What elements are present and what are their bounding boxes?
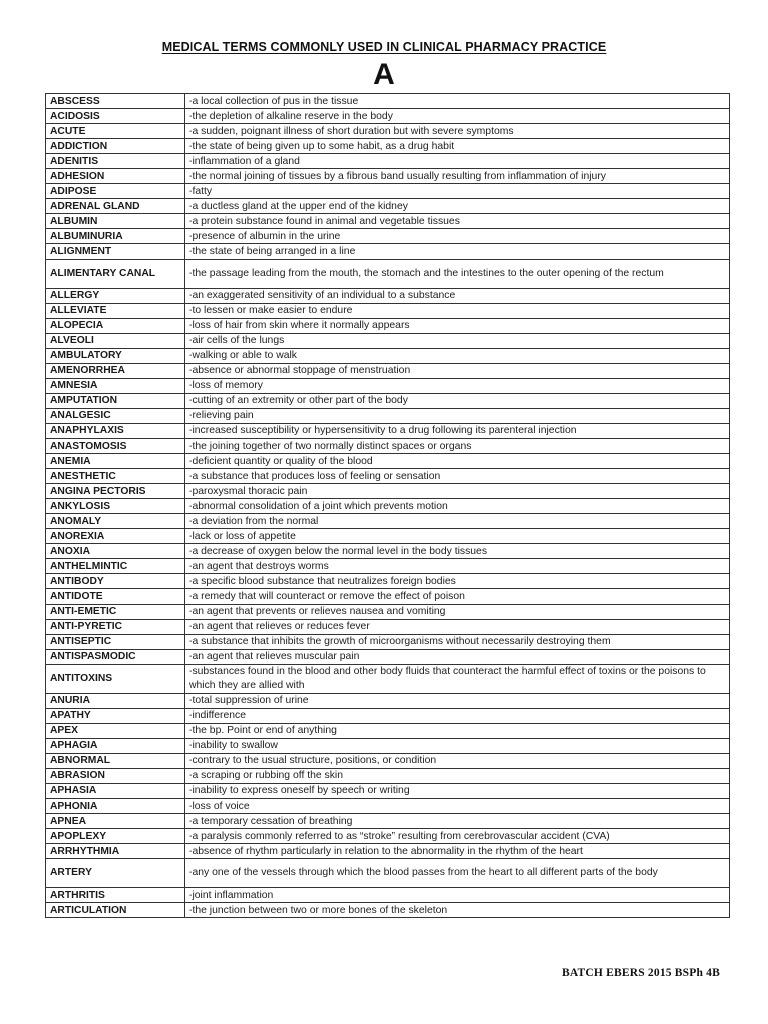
table-row — [46, 499, 730, 514]
definition-cell: -inability to swallow — [185, 738, 730, 753]
table-row — [46, 738, 730, 753]
definition-cell: -cutting of an extremity or other part of the body — [185, 393, 730, 408]
definition-cell: -lack or loss of appetite — [185, 529, 730, 544]
table-row — [46, 169, 730, 184]
definition-cell: -inflammation of a gland — [185, 154, 730, 169]
term-cell: APHAGIA — [46, 738, 185, 753]
definition-cell: -the junction between two or more bones of the skeleton — [185, 903, 730, 918]
definition-cell: -indifference — [185, 708, 730, 723]
table-row — [46, 574, 730, 589]
term-cell: ANOMALY — [46, 514, 185, 529]
term-cell: ARTERY — [46, 859, 185, 888]
term-cell: ALIGNMENT — [46, 244, 185, 259]
definition-cell: -the state of being given up to some habit, as a drug habit — [185, 139, 730, 154]
term-cell: ABRASION — [46, 768, 185, 783]
definition-cell: -presence of albumin in the urine — [185, 229, 730, 244]
table-row — [46, 318, 730, 333]
table-row — [46, 589, 730, 604]
table-row — [46, 438, 730, 453]
definition-cell: -loss of voice — [185, 799, 730, 814]
term-cell: ARTHRITIS — [46, 888, 185, 903]
term-cell: ANURIA — [46, 693, 185, 708]
definition-cell: -a substance that inhibits the growth of microorganisms without necessarily destroying them — [185, 634, 730, 649]
definition-cell: -deficient quantity or quality of the blood — [185, 454, 730, 469]
table-row — [46, 768, 730, 783]
term-cell: ANAPHYLAXIS — [46, 423, 185, 438]
definition-cell: -increased susceptibility or hypersensitivity to a drug following its parenteral injection — [185, 423, 730, 438]
term-cell: ALIMENTARY CANAL — [46, 259, 185, 288]
section-letter: A — [373, 58, 395, 91]
term-cell: ACUTE — [46, 124, 185, 139]
definition-cell: -a ductless gland at the upper end of the kidney — [185, 199, 730, 214]
term-cell: ANOREXIA — [46, 529, 185, 544]
term-cell: APHONIA — [46, 799, 185, 814]
definition-cell: -an agent that prevents or relieves nausea and vomiting — [185, 604, 730, 619]
table-row — [46, 559, 730, 574]
definition-cell: -a protein substance found in animal and vegetable tissues — [185, 214, 730, 229]
term-cell: ANKYLOSIS — [46, 499, 185, 514]
definition-cell: -relieving pain — [185, 408, 730, 423]
definition-cell: -a paralysis commonly referred to as “stroke” resulting from cerebrovascular accident (CVA) — [185, 829, 730, 844]
term-cell: ANESTHETIC — [46, 469, 185, 484]
term-cell: ANGINA PECTORIS — [46, 484, 185, 499]
table-row — [46, 814, 730, 829]
definition-cell: -inability to express oneself by speech or writing — [185, 783, 730, 798]
term-cell: ALBUMIN — [46, 214, 185, 229]
term-cell: APOPLEXY — [46, 829, 185, 844]
term-cell: ANTHELMINTIC — [46, 559, 185, 574]
table-row — [46, 634, 730, 649]
term-cell: AMENORRHEA — [46, 363, 185, 378]
term-cell: AMNESIA — [46, 378, 185, 393]
page-title: MEDICAL TERMS COMMONLY USED IN CLINICAL PHARMACY PRACTICE — [161, 40, 607, 54]
table-row — [46, 664, 730, 693]
table-row — [46, 529, 730, 544]
table-row — [46, 723, 730, 738]
term-cell: ABSCESS — [46, 94, 185, 109]
term-cell: APATHY — [46, 708, 185, 723]
table-row — [46, 423, 730, 438]
term-cell: ANOXIA — [46, 544, 185, 559]
definition-cell: -fatty — [185, 184, 730, 199]
definition-cell: -an agent that relieves or reduces fever — [185, 619, 730, 634]
term-cell: ANALGESIC — [46, 408, 185, 423]
definition-cell: -a substance that produces loss of feeling or sensation — [185, 469, 730, 484]
definition-cell: -a local collection of pus in the tissue — [185, 94, 730, 109]
table-row — [46, 378, 730, 393]
definition-cell: -to lessen or make easier to endure — [185, 303, 730, 318]
term-cell: ANTITOXINS — [46, 664, 185, 693]
table-row — [46, 783, 730, 798]
term-cell: ADDICTION — [46, 139, 185, 154]
term-cell: AMBULATORY — [46, 348, 185, 363]
term-cell: ANEMIA — [46, 454, 185, 469]
term-cell: APEX — [46, 723, 185, 738]
term-cell: ARRHYTHMIA — [46, 844, 185, 859]
table-row — [46, 544, 730, 559]
term-cell: ALOPECIA — [46, 318, 185, 333]
definition-cell: -a deviation from the normal — [185, 514, 730, 529]
table-row — [46, 903, 730, 918]
definition-cell: -the joining together of two normally distinct spaces or organs — [185, 438, 730, 453]
table-row — [46, 124, 730, 139]
term-cell: ARTICULATION — [46, 903, 185, 918]
table-row — [46, 259, 730, 288]
definition-cell: -joint inflammation — [185, 888, 730, 903]
definition-cell: -a scraping or rubbing off the skin — [185, 768, 730, 783]
term-cell: ABNORMAL — [46, 753, 185, 768]
definition-cell: -air cells of the lungs — [185, 333, 730, 348]
definition-cell: -a remedy that will counteract or remove the effect of poison — [185, 589, 730, 604]
definition-cell: -the state of being arranged in a line — [185, 244, 730, 259]
table-row — [46, 288, 730, 303]
table-row — [46, 214, 730, 229]
footer-batch-label: BATCH EBERS 2015 BSPh 4B — [562, 967, 720, 979]
definition-cell: -total suppression of urine — [185, 693, 730, 708]
definition-cell: -a temporary cessation of breathing — [185, 814, 730, 829]
table-row — [46, 799, 730, 814]
definition-cell: -the normal joining of tissues by a fibrous band usually resulting from inflammation of injury — [185, 169, 730, 184]
term-cell: ANTIDOTE — [46, 589, 185, 604]
definition-cell: -absence of rhythm particularly in relation to the abnormality in the rhythm of the heart — [185, 844, 730, 859]
term-cell: ALVEOLI — [46, 333, 185, 348]
definition-cell: -paroxysmal thoracic pain — [185, 484, 730, 499]
table-row — [46, 859, 730, 888]
table-row — [46, 619, 730, 634]
table-row — [46, 348, 730, 363]
table-row — [46, 649, 730, 664]
term-cell: APHASIA — [46, 783, 185, 798]
definition-cell: -a sudden, poignant illness of short duration but with severe symptoms — [185, 124, 730, 139]
term-cell: ANTISPASMODIC — [46, 649, 185, 664]
table-row — [46, 514, 730, 529]
definition-cell: -the depletion of alkaline reserve in the body — [185, 109, 730, 124]
table-row — [46, 199, 730, 214]
table-row — [46, 604, 730, 619]
table-row — [46, 693, 730, 708]
table-row — [46, 484, 730, 499]
table-row — [46, 888, 730, 903]
table-row — [46, 829, 730, 844]
term-cell: ANTIBODY — [46, 574, 185, 589]
definition-cell: -the passage leading from the mouth, the stomach and the intestines to the outer opening of the rectum — [185, 259, 730, 288]
term-cell: ADENITIS — [46, 154, 185, 169]
table-row — [46, 363, 730, 378]
table-row — [46, 753, 730, 768]
term-cell: ALBUMINURIA — [46, 229, 185, 244]
table-row — [46, 244, 730, 259]
definition-cell: -abnormal consolidation of a joint which prevents motion — [185, 499, 730, 514]
term-cell: ANTI-EMETIC — [46, 604, 185, 619]
definition-cell: -a specific blood substance that neutralizes foreign bodies — [185, 574, 730, 589]
table-row — [46, 454, 730, 469]
term-cell: ADHESION — [46, 169, 185, 184]
terms-table — [45, 93, 730, 918]
table-row — [46, 229, 730, 244]
definition-cell: -an exaggerated sensitivity of an individual to a substance — [185, 288, 730, 303]
definition-cell: -loss of memory — [185, 378, 730, 393]
term-cell: ACIDOSIS — [46, 109, 185, 124]
definition-cell: -walking or able to walk — [185, 348, 730, 363]
table-row — [46, 303, 730, 318]
table-row — [46, 94, 730, 109]
table-row — [46, 408, 730, 423]
definition-cell: -loss of hair from skin where it normally appears — [185, 318, 730, 333]
table-row — [46, 708, 730, 723]
term-cell: ALLERGY — [46, 288, 185, 303]
table-row — [46, 844, 730, 859]
definition-cell: -contrary to the usual structure, positions, or condition — [185, 753, 730, 768]
term-cell: ADRENAL GLAND — [46, 199, 185, 214]
table-row — [46, 139, 730, 154]
term-cell: APNEA — [46, 814, 185, 829]
definition-cell: -an agent that destroys worms — [185, 559, 730, 574]
table-row — [46, 333, 730, 348]
term-cell: AMPUTATION — [46, 393, 185, 408]
definition-cell: -absence or abnormal stoppage of menstruation — [185, 363, 730, 378]
term-cell: ADIPOSE — [46, 184, 185, 199]
definition-cell: -the bp. Point or end of anything — [185, 723, 730, 738]
table-row — [46, 393, 730, 408]
term-cell: ANTI-PYRETIC — [46, 619, 185, 634]
definition-cell: -any one of the vessels through which the blood passes from the heart to all different parts of the body — [185, 859, 730, 888]
term-cell: ALLEVIATE — [46, 303, 185, 318]
table-row — [46, 154, 730, 169]
terms-table-body — [46, 94, 730, 918]
term-cell: ANTISEPTIC — [46, 634, 185, 649]
definition-cell: -a decrease of oxygen below the normal level in the body tissues — [185, 544, 730, 559]
table-row — [46, 469, 730, 484]
term-cell: ANASTOMOSIS — [46, 438, 185, 453]
definition-cell: -an agent that relieves muscular pain — [185, 649, 730, 664]
table-row — [46, 109, 730, 124]
definition-cell: -substances found in the blood and other body fluids that counteract the harmful effect of toxins or the poisons to which they are allied with — [185, 664, 730, 693]
table-row — [46, 184, 730, 199]
